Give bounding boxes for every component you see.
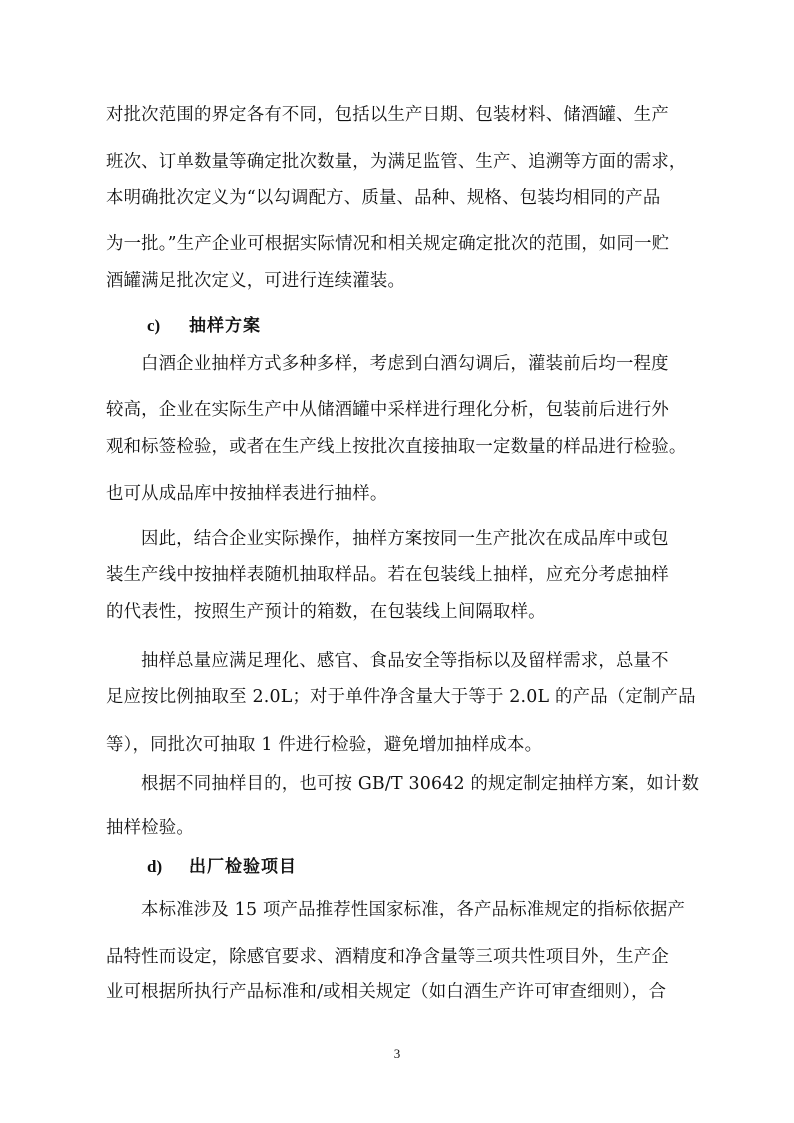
text-line: 较高，企业在实际生产中从储酒罐中采样进行理化分析，包装前后进行外	[106, 400, 669, 420]
text-line: 本标准涉及 15 项产品推荐性国家标准，各产品标准规定的指标依据产	[141, 900, 686, 920]
section-heading-d	[147, 856, 447, 878]
text-line: 的代表性，按照生产预计的箱数，在包装线上间隔取样。	[106, 602, 546, 622]
text-line: 根据不同抽样目的，也可按 GB/T 30642 的规定制定抽样方案，如计数	[141, 774, 700, 794]
text-line: 也可从成品库中按抽样表进行抽样。	[106, 484, 388, 504]
text-line: 观和标签检验，或者在生产线上按批次直接抽取一定数量的样品进行检验。	[106, 437, 687, 457]
page-number: 3	[393, 1046, 401, 1061]
text-line: 因此，结合企业实际操作，抽样方案按同一生产批次在成品库中或包	[141, 529, 669, 549]
text-line: 装生产线中按抽样表随机抽取样品。若在包装线上抽样，应充分考虑抽样	[106, 565, 669, 585]
text-line: 品特性而设定，除感官要求、酒精度和净含量等三项共性项目外，生产企	[106, 947, 669, 967]
text-line: 对批次范围的界定各有不同，包括以生产日期、包装材料、储酒罐、生产	[106, 105, 669, 125]
text-line: 等），同批次可抽取 1 件进行检验，避免增加抽样成本。	[106, 735, 543, 755]
section-label: c)	[147, 316, 161, 335]
section-title: 抽样方案	[189, 316, 261, 336]
section-title: 出厂检验项目	[189, 857, 297, 877]
text-line: 本明确批次定义为“以勾调配方、质量、品种、规格、包装均相同的产品	[106, 188, 661, 208]
text-line: 业可根据所执行产品标准和/或相关规定（如白酒生产许可审查细则），合	[106, 982, 667, 1002]
text-line: 抽样总量应满足理化、感官、食品安全等指标以及留样需求，总量不	[141, 651, 669, 671]
text-line: 班次、订单数量等确定批次数量，为满足监管、生产、追溯等方面的需求，	[106, 152, 687, 172]
text-line: 抽样检验。	[106, 818, 194, 838]
text-line: 为一批。”生产企业可根据实际情况和相关规定确定批次的范围，如同一贮	[106, 234, 670, 254]
section-label: d)	[147, 857, 163, 876]
text-line: 白酒企业抽样方式多种多样，考虑到白酒勾调后，灌装前后均一程度	[141, 354, 669, 374]
section-heading-c	[147, 315, 447, 337]
text-line: 酒罐满足批次定义，可进行连续灌装。	[106, 271, 406, 291]
text-line: 足应按比例抽取至 2.0L；对于单件净含量大于等于 2.0L 的产品（定制产品	[106, 687, 696, 707]
